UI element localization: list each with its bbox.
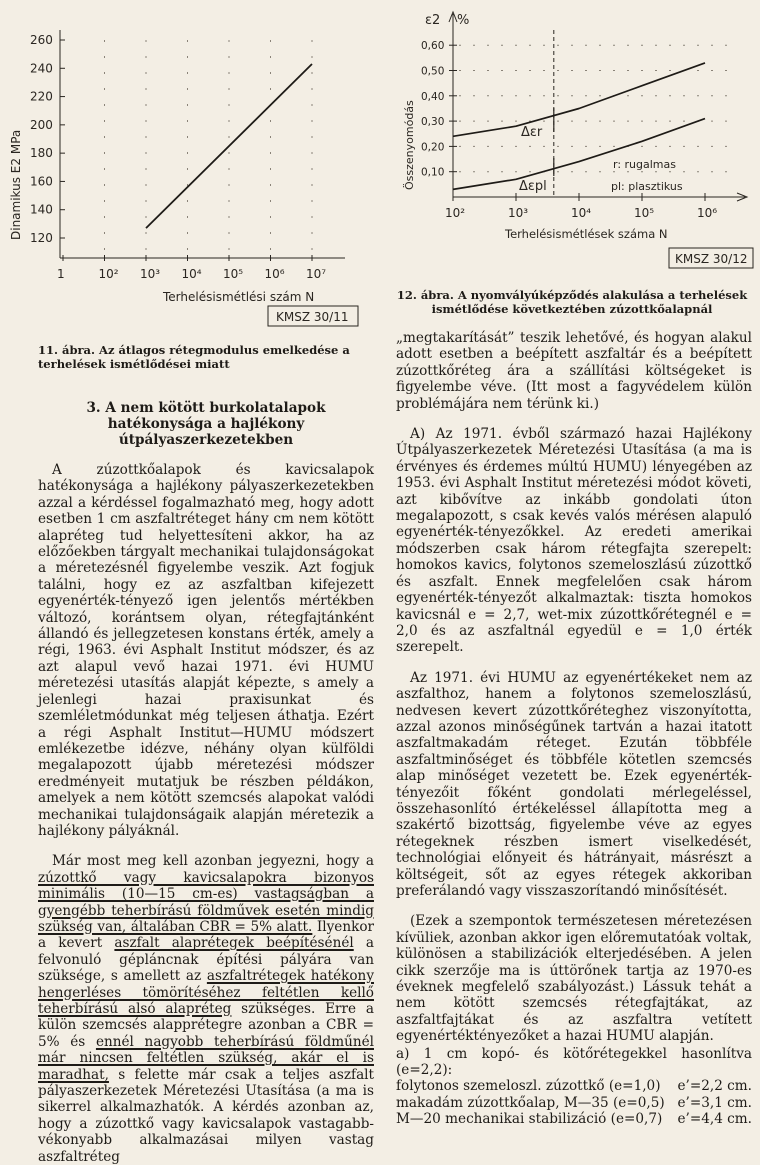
- fig11-x-tick-label: 10⁷: [306, 267, 327, 281]
- fig12-y-tick-label: 0,40: [421, 90, 445, 103]
- fig11-caption: 11. ábra. Az átlagos rétegmodulus emelkedése a terhelések ismétlődései miatt: [38, 343, 350, 371]
- fig12-ylabel: Összenyomódás: [403, 100, 416, 190]
- figure-11-chart: [0, 0, 380, 340]
- right-paragraph-3: Az 1971. évi HUMU az egyenértékeket nem az aszfalthoz, hanem a folytonos szemeloszlású, nedvesen kevert zúzottkőréteghez viszonyította, azzal azonos minőségűnek tartván a hazai itatott aszfaltmakadám réteget. Ezután többféle aszfaltminőséget és többféle kötetlen szemcsés alap minőséget vezetett be. Ezek egyenérték-tényezőit főként gondolati mérlegeléssel, összehasonlító értékeléssel állapította meg a szakértő bizottság, figyelembe véve az egyes rétegeknek részben ismert viselkedését, technológiai előnyeit és hátrányait, másrészt a költségeit, sőt az egyes rétegek akkoriban preferálandó vagy visszaszorítandó minősítését.: [396, 669, 752, 899]
- fig11-x-tick-label: 10²: [98, 267, 119, 281]
- fig12-x-tick-label: 10⁶: [697, 206, 718, 220]
- fig11-y-tick-label: 240: [30, 61, 53, 76]
- fig12-y-tick-label: 0,60: [421, 40, 445, 53]
- left-paragraph-1: A zúzottkőalapok és kavicsalapok hatékonysága a hajlékony pályaszerkezetekben azzal a kérdéssel fogalmazható meg, hogy adott esetben 1 cm aszfaltréteget hány cm nem kötött alapréteg tud helyettesíteni akkor, ha az előzőekben tárgyalt mechanikai tulajdonságokat a méretezésnél figyelembe veszik. Azt fogjuk találni, hogy ez az aszfaltban kifejezett egyenérték-tényező igen jelentős mértékben változó, korántsem olyan, rétegfajtánként állandó és jellegzetesen konstans érték, amely a régi, 1963. évi Asphalt Institut módszer, és az azt alapul vevő hazai 1971. évi HUMU méretezési utasítás alapját képezte, s amely a jelenlegi hazai praxisunkat és szemléletmódunkat még teljesen áthatja. Ezért a régi Asphalt Institut—HUMU módszert emlékezetbe idézve, néhány olyan külföldi megalapozott újabb méretezési módszer eredményeit mutatjuk be részben példákon, amelyek a nem kötött szemcsés alapokat valódi mechanikai tulajdonságaik alapján méretezik a hajlékony pályáknál.: [38, 462, 374, 839]
- fig11-y-tick-label: 180: [30, 146, 53, 161]
- right-paragraph-2: A) Az 1971. évből származó hazai Hajlékony Útpályaszerkezetek Méretezési Utasítása (a ma is érvényes és érdemes múltú HUMU) lényegében az 1953. évi Asphalt Institut méretezési módot követi, azt kibővítve az inkább gondolati úton megalapozott, s csak kevés valós mérésen alapuló egyenérték-tényezőkkel. Az eredeti amerikai módszerben csak három rétegfajta szerepelt: homokos kavics, folytonos szemeloszlású zúzottkő és aszfalt. Ennek megfelelően csak három egyenérték-tényezőt alkalmaztak: tiszta homokos kavicsnál e = 2,7, wet-mix zúzottkőrétegnél e = 2,0 és az aszfaltnál egyedül e = 1,0 érték szerepelt.: [396, 426, 752, 656]
- fig11-y-tick-label: 160: [30, 174, 53, 189]
- figure-12-chart: [385, 0, 760, 285]
- fig12-y-tick-label: 0,10: [421, 166, 445, 179]
- fig12-label-dr: Δεr: [521, 125, 543, 140]
- fig12-legend-pl: pl: plasztikus: [611, 180, 683, 193]
- fig12-series-total: [453, 63, 705, 136]
- fig12-y-tick-label: 0,50: [421, 65, 445, 78]
- fig11-x-tick-label: 10³: [140, 267, 161, 281]
- fig11-stamp: KMSZ 30/11: [276, 310, 349, 324]
- left-column: [38, 400, 374, 1165]
- fig11-y-tick-label: 220: [30, 89, 53, 104]
- fig11-x-tick-label: 10⁵: [223, 267, 244, 281]
- list-item: folytonos szemeloszl. zúzottkő (e=1,0) e’=2,2 cm.: [396, 1078, 752, 1095]
- fig11-xlabel: Terhelésismétlési szám N: [163, 290, 315, 304]
- list-item: M—20 mechanikai stabilizáció (e=0,7) e’=4,4 cm.: [396, 1111, 752, 1128]
- fig12-y-tick-label: 0,30: [421, 116, 445, 129]
- fig11-y-tick-label: 120: [30, 231, 53, 245]
- fig12-xlabel: Terhelésismétlések száma N: [505, 227, 668, 241]
- fig12-x-tick-label: 10²: [445, 206, 466, 220]
- fig11-ylabel: Dinamikus E2 MPa: [9, 129, 23, 240]
- fig12-caption: 12. ábra. A nyomvályúképződés alakulása a terhelések ismétlődése következtében zúzottkőalapnál: [396, 288, 748, 316]
- fig12-axis-unit: %: [457, 13, 470, 28]
- fig12-axis-symbol: ε2: [425, 13, 441, 28]
- list-item: makadám zúzottkőalap, M—35 (e=0,5) e’=3,1 cm.: [396, 1094, 752, 1111]
- fig12-stamp: KMSZ 30/12: [675, 252, 748, 266]
- underlined-text-3: aszfaltrétegek hatékony hengerléses tömörítéséhez feltétlen kellő teherbírású alsó alapréteg: [38, 968, 374, 1017]
- fig12-x-tick-label: 10⁴: [571, 206, 592, 220]
- fig12-y-tick-label: 0,20: [421, 141, 445, 154]
- fig12-series-plastic: [453, 119, 705, 190]
- equivalence-list: [396, 1046, 752, 1128]
- right-paragraph-4: (Ezek a szempontok természetesen méretezésen kívüliek, azonban akkor igen előremutatóak voltak, különösen a stabilizációk elterjedésében. A jelen cikk szerzője ma is úttörőnek tartja az 1970-es éveknek megfelelő szabályozást.) Lássuk tehát a nem kötött szemcsés rétegfajtákat, az aszfaltfajtákat és az aszfaltra vetített egyenértéktényezőket a hazai HUMU alapján.: [396, 913, 752, 1045]
- fig11-x-tick-label: 10⁶: [264, 267, 285, 281]
- list-item: a) 1 cm kopó- és kötőrétegekkel hasonlítva (e=2,2):: [396, 1045, 752, 1079]
- fig11-y-tick-label: 200: [30, 117, 53, 132]
- fig11-y-tick-label: 140: [30, 202, 53, 217]
- fig12-legend-r: r: rugalmas: [613, 158, 676, 171]
- fig12-x-tick-label: 10⁵: [634, 206, 655, 220]
- left-paragraph-2: Már most meg kell azonban jegyezni, hogy a zúzottkő vagy kavicsalapokra bizonyos minimális (10—15 cm-es) vastagságban a gyengébb teherbírású földművek esetén mindig szükség van, általában CBR = 5% alatt. Ilyenkor a kevert aszfalt alaprétegek beépítésénél a felvonuló gépláncnak építési pályára van szüksége, s amellett az aszfaltrétegek hatékony hengerléses tömörítéséhez feltétlen kellő teherbírású alsó alapréteg szükséges. Erre a külön szemcsés alapprétegre azonban a CBR = 5% és ennél nagyobb teherbírású földműnél már nincsen feltétlen szükség, akár el is maradhat, s felette már csak a teljes aszfalt pályaszerkezetek Méretezési Utasítása (a ma is sikerrel alkalmazhatók. A kérdés azonban az, hogy a zúzottkő vagy kavicsalapok vastagabb-vékonyabb alkalmazásai milyen vastag aszfaltréteg: [38, 853, 375, 1165]
- underlined-text-4: ennél nagyobb teherbírású földműnél már nincsen feltétlen szükség, akár el is maradhat,: [38, 1033, 374, 1083]
- fig11-y-tick-label: 260: [30, 33, 53, 47]
- right-paragraph-1: „megtakarítását” teszik lehetővé, és hogyan alakul adott esetben a beépített aszfaltár és a beépített zúzottkőréteg ára a szállítási költségeket is figyelembe véve. (Itt most a fagyvédelem külön problémájára nem térünk ki.): [396, 330, 752, 412]
- right-column: [396, 330, 752, 1128]
- underlined-text-1: zúzottkő vagy kavicsalapokra bizonyos minimális (10—15 cm-es) vastagságban a gyengébb teherbírású földművek esetén mindig szükség van, általában CBR = 5% alatt.: [38, 869, 374, 935]
- fig12-x-tick-label: 10³: [508, 206, 529, 220]
- fig11-x-tick-label: 10⁴: [181, 267, 202, 281]
- underlined-text-2: aszfalt alaprétegek beépítésénél: [114, 935, 354, 952]
- fig11-x-tick-label: 1: [57, 267, 65, 281]
- fig12-label-dpl: Δεpl: [519, 179, 547, 194]
- section-heading: 3. A nem kötött burkolatalapok hatékonysága a hajlékony útpályaszerkezetekben: [86, 400, 326, 448]
